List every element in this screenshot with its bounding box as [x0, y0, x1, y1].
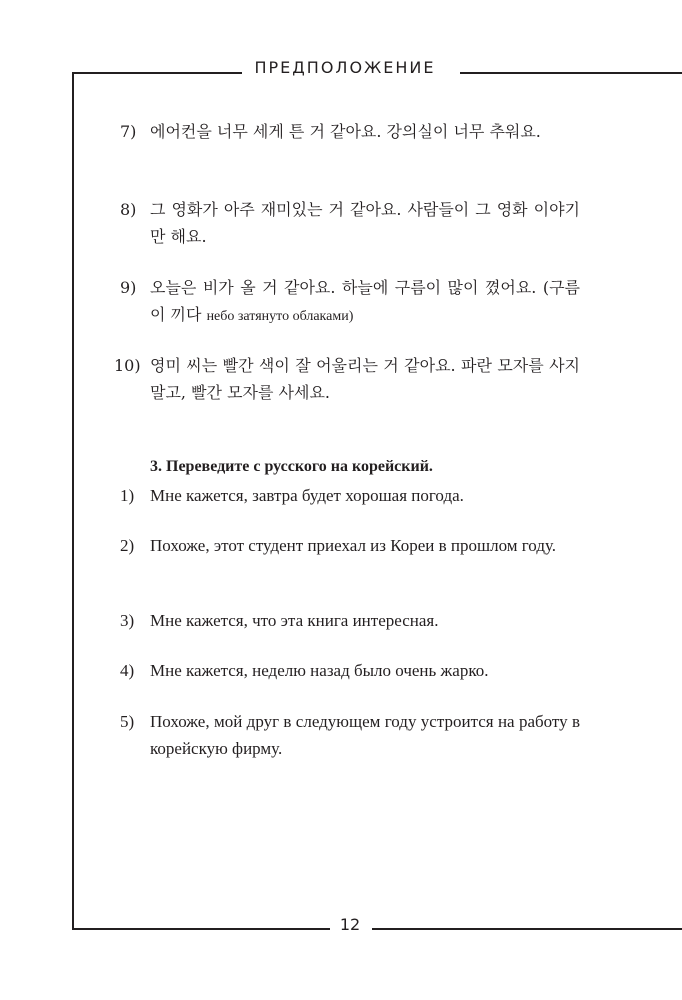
- footer-rule-left: [72, 928, 330, 930]
- item-text: Мне кажется, завтра будет хорошая погода.: [150, 486, 464, 505]
- header-rule-right: [460, 72, 682, 74]
- list-item: [114, 352, 580, 406]
- footer-rule-right: [372, 928, 682, 930]
- item-number: 7): [120, 122, 137, 141]
- item-text: 영미 씨는 빨간 색이 잘 어울리는 거 같아요. 파란 모자를 사지 말고, 빨간 모자를 사세요.: [150, 356, 580, 402]
- item-text: Мне кажется, неделю назад было очень жарко.: [150, 661, 489, 680]
- page-frame-left: [72, 72, 74, 928]
- item-number: 2): [120, 536, 135, 555]
- item-number: 5): [120, 712, 135, 731]
- item-note: небо затянуто облаками): [206, 309, 354, 324]
- list-item: [120, 274, 580, 330]
- list-item: [120, 482, 580, 509]
- list-item: [120, 196, 580, 250]
- item-text: Похоже, мой друг в следующем году устроится на работу в корейскую фирму.: [150, 712, 580, 758]
- list-item: [120, 532, 580, 559]
- list-item: [120, 118, 580, 145]
- header-rule-left: [72, 72, 242, 74]
- item-text: Мне кажется, что эта книга интересная.: [150, 611, 439, 630]
- item-number: 4): [120, 661, 135, 680]
- item-number: 3): [120, 611, 135, 630]
- list-item: [120, 708, 580, 762]
- item-text: 에어컨을 너무 세게 튼 거 같아요. 강의실이 너무 추워요.: [150, 122, 541, 141]
- item-number: 1): [120, 486, 135, 505]
- item-number: 10): [114, 356, 141, 375]
- list-item: [120, 607, 580, 634]
- item-text: Похоже, этот студент приехал из Кореи в прошлом году.: [150, 536, 557, 555]
- item-number: 9): [120, 278, 137, 297]
- item-text: 그 영화가 아주 재미있는 거 같아요. 사람들이 그 영화 이야기만 해요.: [150, 200, 580, 246]
- item-number: 8): [120, 200, 137, 219]
- section-title: 3. Переведите с русского на корейский.: [150, 458, 433, 475]
- list-item: [120, 657, 580, 684]
- item-text-block: [150, 274, 580, 330]
- page-title: ПРЕДПОЛОЖЕНИЕ: [254, 58, 436, 77]
- page-number: 12: [339, 915, 361, 934]
- item-text: 오늘은 비가 올 거 같아요. 하늘에 구름이 많이 꼈어요. (구름이 끼다: [150, 278, 580, 324]
